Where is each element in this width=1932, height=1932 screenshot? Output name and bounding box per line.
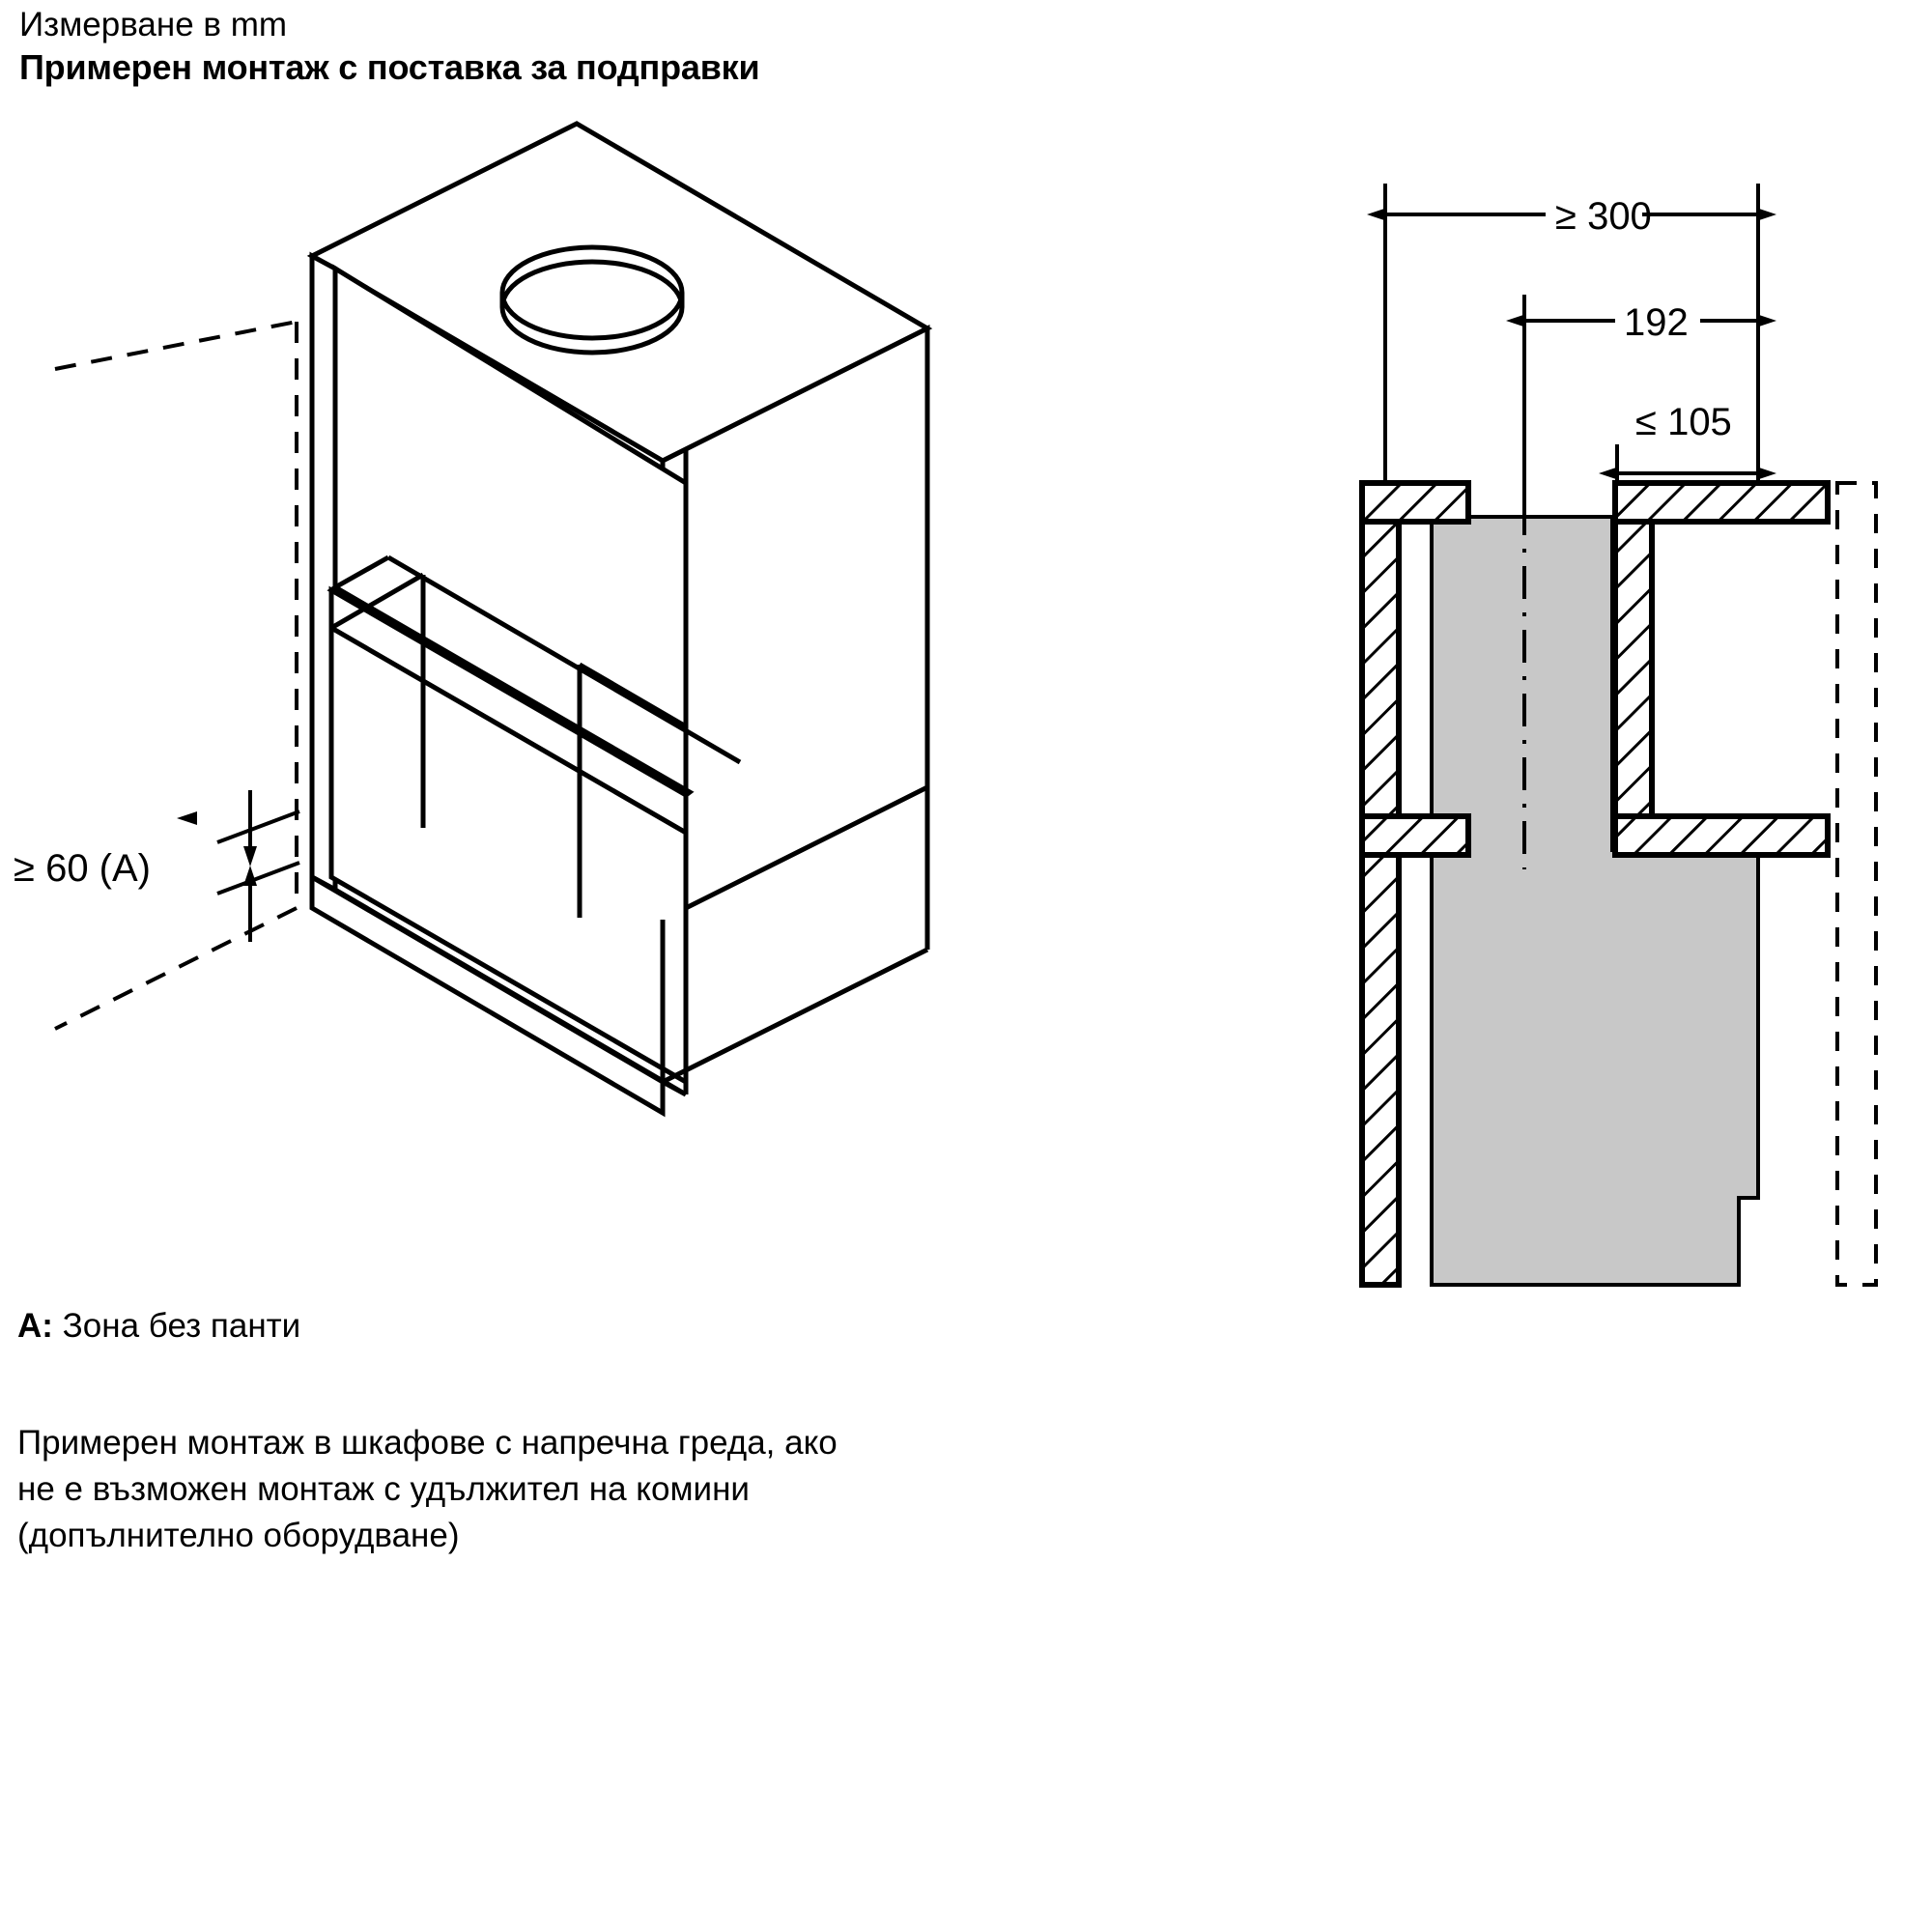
body-note-line-1: Примерен монтаж в шкафове с напречна греда, ако [17, 1424, 838, 1462]
hinge-zone-dimension [197, 790, 299, 942]
cabinet-mid-shelf-back-line [335, 557, 740, 762]
divider-panel-2-top-hidden [488, 665, 580, 718]
top-front-edge [312, 256, 663, 483]
shelf-front-face [331, 590, 686, 833]
cabinet-divider-panels [331, 575, 686, 918]
dimension-label-side-panel-width: ≤ 105 [1635, 401, 1732, 443]
cabinet-upper-interior [335, 269, 686, 792]
shelf-back-top-line [335, 557, 388, 587]
dimension-label-cabinet-width: ≥ 300 [1555, 195, 1652, 238]
zone-legend-text: Зона без панти [52, 1307, 301, 1345]
measurement-unit-label: Измерване в mm [19, 6, 288, 43]
left-top-rail-hatched [1362, 483, 1468, 522]
cabinet-top-panel [312, 124, 927, 461]
hinge-zone-dimension-label: ≥ 60 (A) [14, 847, 151, 890]
divider-panel-1-top [331, 575, 423, 628]
right-top-rail-hatched [1615, 483, 1828, 522]
left-bottom-rail-hatched [1362, 816, 1468, 855]
cross-section-view [1362, 184, 1876, 1285]
dimension-extension-lines [1385, 184, 1758, 512]
appliance-body-fill [1432, 517, 1758, 1285]
bottom-panel-top [312, 877, 686, 1094]
cabinet-door-outline-dashed [1837, 483, 1876, 1285]
cabinet-right-side-face [663, 328, 927, 920]
zone-legend-note [17, 1309, 300, 1343]
upper-interior-back [335, 269, 686, 792]
wall-edge-top-dashed [55, 322, 297, 369]
isometric-cabinet-view [14, 124, 927, 1113]
duct-hole [502, 247, 682, 353]
top-face [312, 124, 927, 461]
hinge-dim-ext-bottom [217, 863, 299, 894]
cabinet-right-partition-section [1615, 517, 1652, 818]
page-title: Примерен монтаж с поставка за подправки [19, 47, 760, 87]
cabinet-bottom-right-edge [663, 787, 927, 1094]
zone-legend-key: A: [17, 1307, 53, 1345]
left-wall-hatched [1362, 517, 1399, 1285]
hinge-dim-ext-top [217, 811, 299, 842]
right-side-face [663, 328, 927, 920]
wall-reference-lines [55, 322, 297, 1029]
bottom-right-face-line [663, 950, 927, 1082]
cabinet-right-bottom-rail [1615, 816, 1828, 855]
cabinet-left-side-panel [312, 256, 335, 890]
body-note-line-3: (допълнително оборудване) [17, 1517, 460, 1554]
left-panel-front-edge [312, 256, 335, 890]
duct-hole-outer-ellipse [502, 247, 682, 338]
divider-panel-2-top [580, 665, 686, 726]
shelf-back-depth-line [388, 557, 740, 762]
cabinet-lower-interior [331, 628, 686, 1082]
cabinet-right-top-rail [1615, 483, 1828, 522]
bottom-panel-front [312, 877, 663, 1113]
shelf-top-edge [331, 587, 690, 795]
wall-edge-bottom-dashed [55, 908, 297, 1029]
installation-body-note [17, 1420, 838, 1559]
right-bottom-rail-hatched [1615, 816, 1828, 855]
cabinet-left-wall-section [1362, 517, 1399, 1285]
duct-hole-inner-ellipse [502, 262, 682, 353]
cabinet-bottom-panel [312, 877, 686, 1113]
cabinet-mid-shelf [331, 587, 690, 833]
appliance-body-shape [1432, 517, 1758, 1285]
dimension-label-duct-width: 192 [1624, 301, 1689, 344]
door-dashed-rect [1837, 483, 1876, 1285]
cabinet-left-top-rail [1362, 483, 1468, 522]
body-note-line-2: не е възможен монтаж с удължител на комини [17, 1470, 750, 1508]
cabinet-top-thickness [312, 256, 663, 483]
cabinet-left-bottom-rail [1362, 816, 1468, 855]
lower-interior-back [331, 628, 686, 1082]
right-partition-hatched [1615, 517, 1652, 818]
